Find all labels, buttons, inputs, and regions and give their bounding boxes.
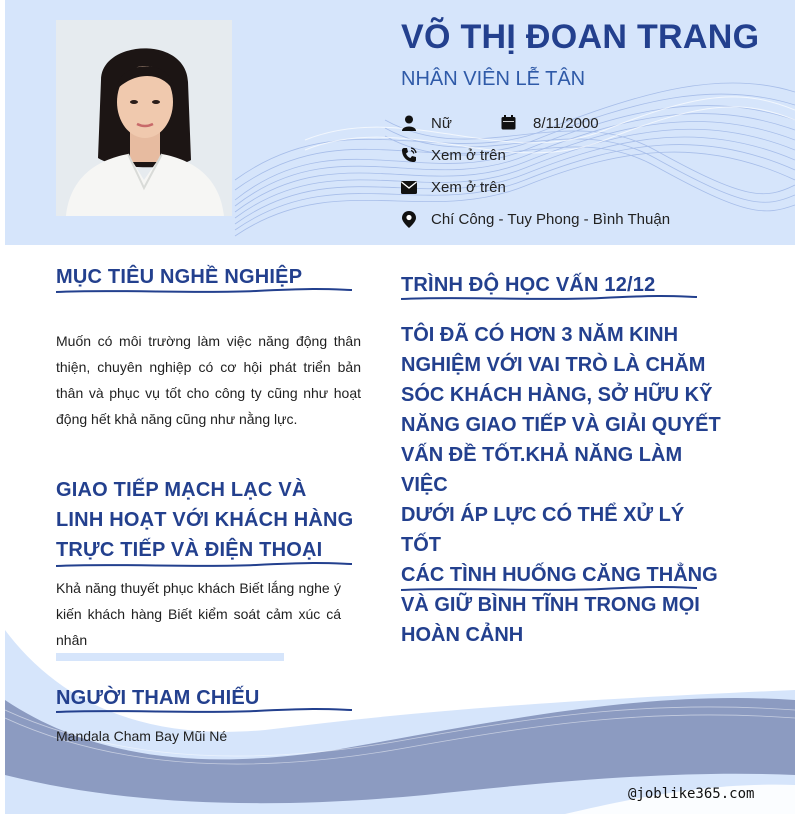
gender-value: Nữ bbox=[431, 114, 452, 132]
objective-title: MỤC TIÊU NGHỀ NGHIỆP bbox=[56, 266, 303, 288]
email-value: Xem ở trên bbox=[431, 178, 506, 196]
address-row bbox=[401, 208, 670, 230]
summary-line: VÀ GIỮ BÌNH TĨNH TRONG MỌI bbox=[401, 594, 700, 616]
gender-row bbox=[401, 112, 452, 134]
education-title-underline bbox=[401, 293, 697, 303]
dob-value: 8/11/2000 bbox=[533, 114, 599, 132]
email-row bbox=[401, 176, 506, 198]
summary-line: DƯỚI ÁP LỰC CÓ THỂ XỬ LÝ TỐT bbox=[401, 504, 685, 556]
reference-title: NGƯỜI THAM CHIẾU bbox=[56, 687, 260, 709]
user-icon bbox=[401, 115, 417, 131]
profile-photo bbox=[56, 20, 232, 216]
skills-title-line: TRỰC TIẾP VÀ ĐIỆN THOẠI bbox=[56, 539, 323, 561]
summary-line: NGHIỆM VỚI VAI TRÒ LÀ CHĂM bbox=[401, 354, 706, 376]
candidate-name: VÕ THỊ ĐOAN TRANG bbox=[401, 18, 760, 56]
summary-line: CÁC TÌNH HUỐNG CĂNG THẲNG bbox=[401, 564, 718, 586]
envelope-icon bbox=[401, 179, 417, 195]
summary-line: TÔI ĐÃ CÓ HƠN 3 NĂM KINH bbox=[401, 324, 679, 346]
portrait-image bbox=[56, 20, 232, 216]
job-title: NHÂN VIÊN LỄ TÂN bbox=[401, 68, 586, 90]
education-title: TRÌNH ĐỘ HỌC VẤN 12/12 bbox=[401, 274, 656, 296]
summary-line: NĂNG GIAO TIẾP VÀ GIẢI QUYẾT bbox=[401, 414, 721, 436]
phone-icon bbox=[401, 147, 417, 163]
address-value: Chí Công - Tuy Phong - Bình Thuận bbox=[431, 210, 671, 228]
objective-text: Muốn có môi trường làm việc năng động thân thiện, chuyên nghiệp có cơ hội phát triển bản thân và phục vụ tốt cho công ty cũng như hoạt động hết khả năng cũng như nằng lực. bbox=[56, 333, 361, 427]
experience-summary bbox=[401, 320, 721, 650]
summary-line: SÓC KHÁCH HÀNG, SỞ HỮU KỸ bbox=[401, 384, 713, 406]
header-band bbox=[5, 0, 795, 245]
skills-title-underline bbox=[56, 560, 352, 570]
footer-credit: @joblike365.com bbox=[628, 786, 755, 802]
map-pin-icon bbox=[401, 211, 417, 227]
dob-row bbox=[501, 112, 599, 134]
summary-underline bbox=[401, 584, 697, 594]
skill-level-bar bbox=[56, 653, 284, 661]
summary-line: VẤN ĐỀ TỐT.KHẢ NĂNG LÀM VIỆC bbox=[401, 444, 683, 496]
phone-row bbox=[401, 144, 506, 166]
skills-text: Khả năng thuyết phục khách Biết lắng nghe ý kiến khách hàng Biết kiểm soát cảm xúc cá nhân bbox=[56, 580, 341, 648]
calendar-icon bbox=[501, 115, 517, 131]
skills-title-line: GIAO TIẾP MẠCH LẠC VÀ bbox=[56, 479, 307, 501]
skills-title-line: LINH HOẠT VỚI KHÁCH HÀNG bbox=[56, 509, 354, 531]
objective-title-underline bbox=[56, 286, 352, 296]
reference-title-underline bbox=[56, 706, 352, 716]
reference-text: Mandala Cham Bay Mũi Né bbox=[56, 728, 228, 744]
resume-page bbox=[5, 0, 795, 814]
phone-value: Xem ở trên bbox=[431, 146, 506, 164]
summary-line: HOÀN CẢNH bbox=[401, 624, 524, 646]
skills-title bbox=[56, 475, 353, 565]
